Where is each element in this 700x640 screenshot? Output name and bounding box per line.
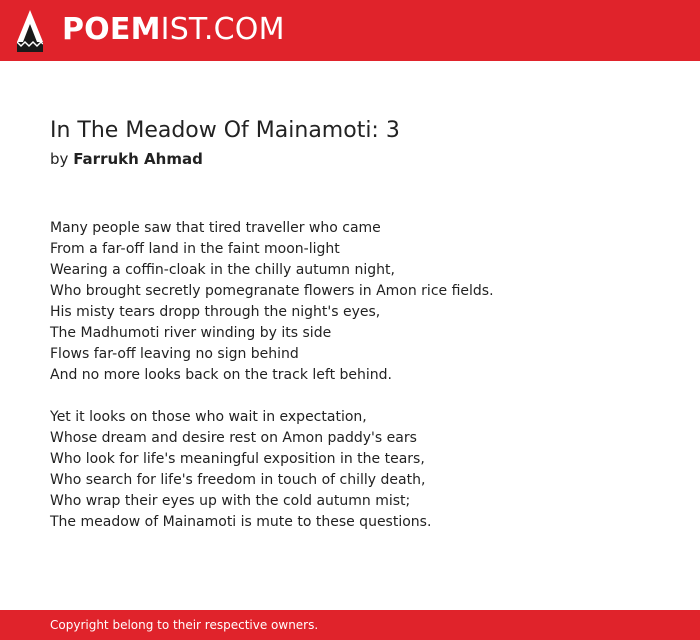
poem-line: Yet it looks on those who wait in expectation, [50, 409, 367, 425]
poem-line: And no more looks back on the track left behind. [50, 367, 392, 383]
byline [50, 149, 203, 169]
stanza [50, 407, 670, 533]
poem-line: Whose dream and desire rest on Amon paddy's ears [50, 430, 417, 446]
poem-line: From a far-off land in the faint moon-light [50, 241, 340, 257]
logo-light-text: IST.COM [160, 12, 285, 47]
poem-line: Many people saw that tired traveller who came [50, 220, 381, 236]
logo-bold-text: POEM [62, 12, 161, 47]
by-label: by [50, 150, 69, 168]
poem-line: Flows far-off leaving no sign behind [50, 346, 299, 362]
poem-line: Who brought secretly pomegranate flowers in Amon rice fields. [50, 283, 494, 299]
copyright-text: Copyright belong to their respective owners. [50, 618, 319, 632]
stanza [50, 218, 670, 386]
author-link[interactable]: Farrukh Ahmad [73, 150, 203, 168]
poem-line: The Madhumoti river winding by its side [50, 325, 332, 341]
poem-line: Wearing a coffin-cloak in the chilly autumn night, [50, 262, 395, 278]
site-footer [0, 610, 700, 640]
poem-line: Who search for life's freedom in touch of chilly death, [50, 472, 426, 488]
poem-line: Who wrap their eyes up with the cold autumn mist; [50, 493, 411, 509]
pen-nib-icon[interactable] [17, 10, 43, 52]
poem-body [50, 218, 670, 554]
poem-line: His misty tears dropp through the night's eyes, [50, 304, 381, 320]
site-header [0, 0, 700, 61]
poem-line: The meadow of Mainamoti is mute to these questions. [50, 514, 432, 530]
poem-line: Who look for life's meaningful exposition in the tears, [50, 451, 425, 467]
site-logo[interactable] [62, 12, 285, 48]
poem-title: In The Meadow Of Mainamoti: 3 [50, 118, 400, 143]
